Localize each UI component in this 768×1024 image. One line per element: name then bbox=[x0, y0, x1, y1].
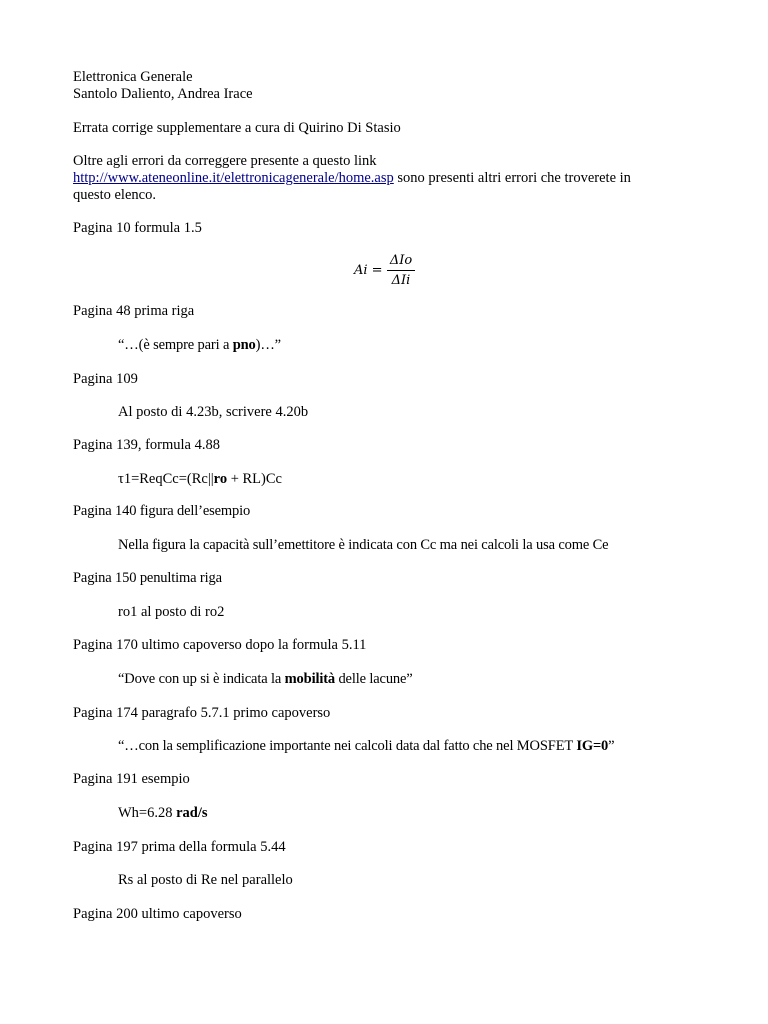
p174-bold: IG=0 bbox=[576, 738, 609, 754]
p48-post: )…” bbox=[255, 337, 281, 353]
p139-bold: ro bbox=[213, 471, 228, 487]
p170-pre: “Dove con up si è indicata la bbox=[118, 671, 285, 687]
p174-heading: Pagina 174 paragrafo 5.7.1 primo capoverso bbox=[73, 705, 331, 721]
p170-post: delle lacune” bbox=[334, 671, 413, 687]
p48-bold: pno bbox=[232, 337, 256, 353]
p10-heading: Pagina 10 formula 1.5 bbox=[73, 220, 202, 236]
p150-text: ro1 al posto di ro2 bbox=[118, 604, 225, 620]
p197-text: Rs al posto di Re nel parallelo bbox=[118, 872, 293, 888]
p170-bold: mobilità bbox=[284, 671, 335, 687]
formula-denominator: ΔIi bbox=[391, 273, 411, 288]
p191-text bbox=[118, 805, 208, 822]
p191-pre: Wh=6.28 bbox=[118, 805, 177, 821]
p150-heading: Pagina 150 penultima riga bbox=[73, 570, 222, 586]
p139-pre: τ1=ReqCc=(Rc|| bbox=[118, 471, 214, 487]
formula-lhs: Ai = bbox=[354, 263, 383, 278]
p109-text: Al posto di 4.23b, scrivere 4.20b bbox=[118, 404, 309, 420]
p200-heading: Pagina 200 ultimo capoverso bbox=[73, 906, 242, 922]
p170-heading: Pagina 170 ultimo capoverso dopo la formula 5.11 bbox=[73, 637, 367, 653]
intro-line-2 bbox=[73, 170, 631, 187]
p109-heading: Pagina 109 bbox=[73, 371, 138, 387]
p174-pre: “…con la semplificazione importante nei calcoli data dal fatto che nel MOSFET bbox=[118, 738, 577, 754]
intro-line-3: questo elenco. bbox=[73, 187, 156, 203]
p174-text bbox=[118, 738, 614, 755]
p197-heading: Pagina 197 prima della formula 5.44 bbox=[73, 839, 286, 855]
intro-line-1: Oltre agli errori da correggere presente a questo link bbox=[73, 153, 377, 169]
p140-heading: Pagina 140 figura dell’esempio bbox=[73, 503, 251, 519]
p48-text bbox=[118, 337, 281, 354]
p48-pre: “…(è sempre pari a bbox=[118, 337, 233, 353]
p191-bold: rad/s bbox=[176, 805, 208, 821]
p140-text: Nella figura la capacità sull’emettitore è indicata con Cc ma nei calcoli la usa come Ce bbox=[118, 537, 609, 553]
p174-post: ” bbox=[608, 738, 615, 754]
p48-heading: Pagina 48 prima riga bbox=[73, 303, 195, 319]
errata-credit: Errata corrige supplementare a cura di Quirino Di Stasio bbox=[73, 120, 401, 136]
formula-1-5 bbox=[354, 252, 424, 292]
p139-post: + RL)Cc bbox=[227, 471, 282, 487]
formula-numerator: ΔIo bbox=[389, 253, 413, 268]
p139-heading: Pagina 139, formula 4.88 bbox=[73, 437, 220, 453]
p191-heading: Pagina 191 esempio bbox=[73, 771, 190, 787]
book-authors: Santolo Daliento, Andrea Irace bbox=[73, 86, 253, 102]
p170-text bbox=[118, 671, 413, 688]
errata-link[interactable]: http://www.ateneonline.it/elettronicagenerale/home.asp bbox=[73, 170, 394, 186]
p139-text bbox=[118, 471, 282, 488]
formula-fraction bbox=[387, 252, 415, 289]
fraction-bar bbox=[387, 270, 415, 271]
book-title: Elettronica Generale bbox=[73, 69, 193, 85]
intro-line-2-rest: sono presenti altri errori che troverete in bbox=[393, 170, 631, 186]
